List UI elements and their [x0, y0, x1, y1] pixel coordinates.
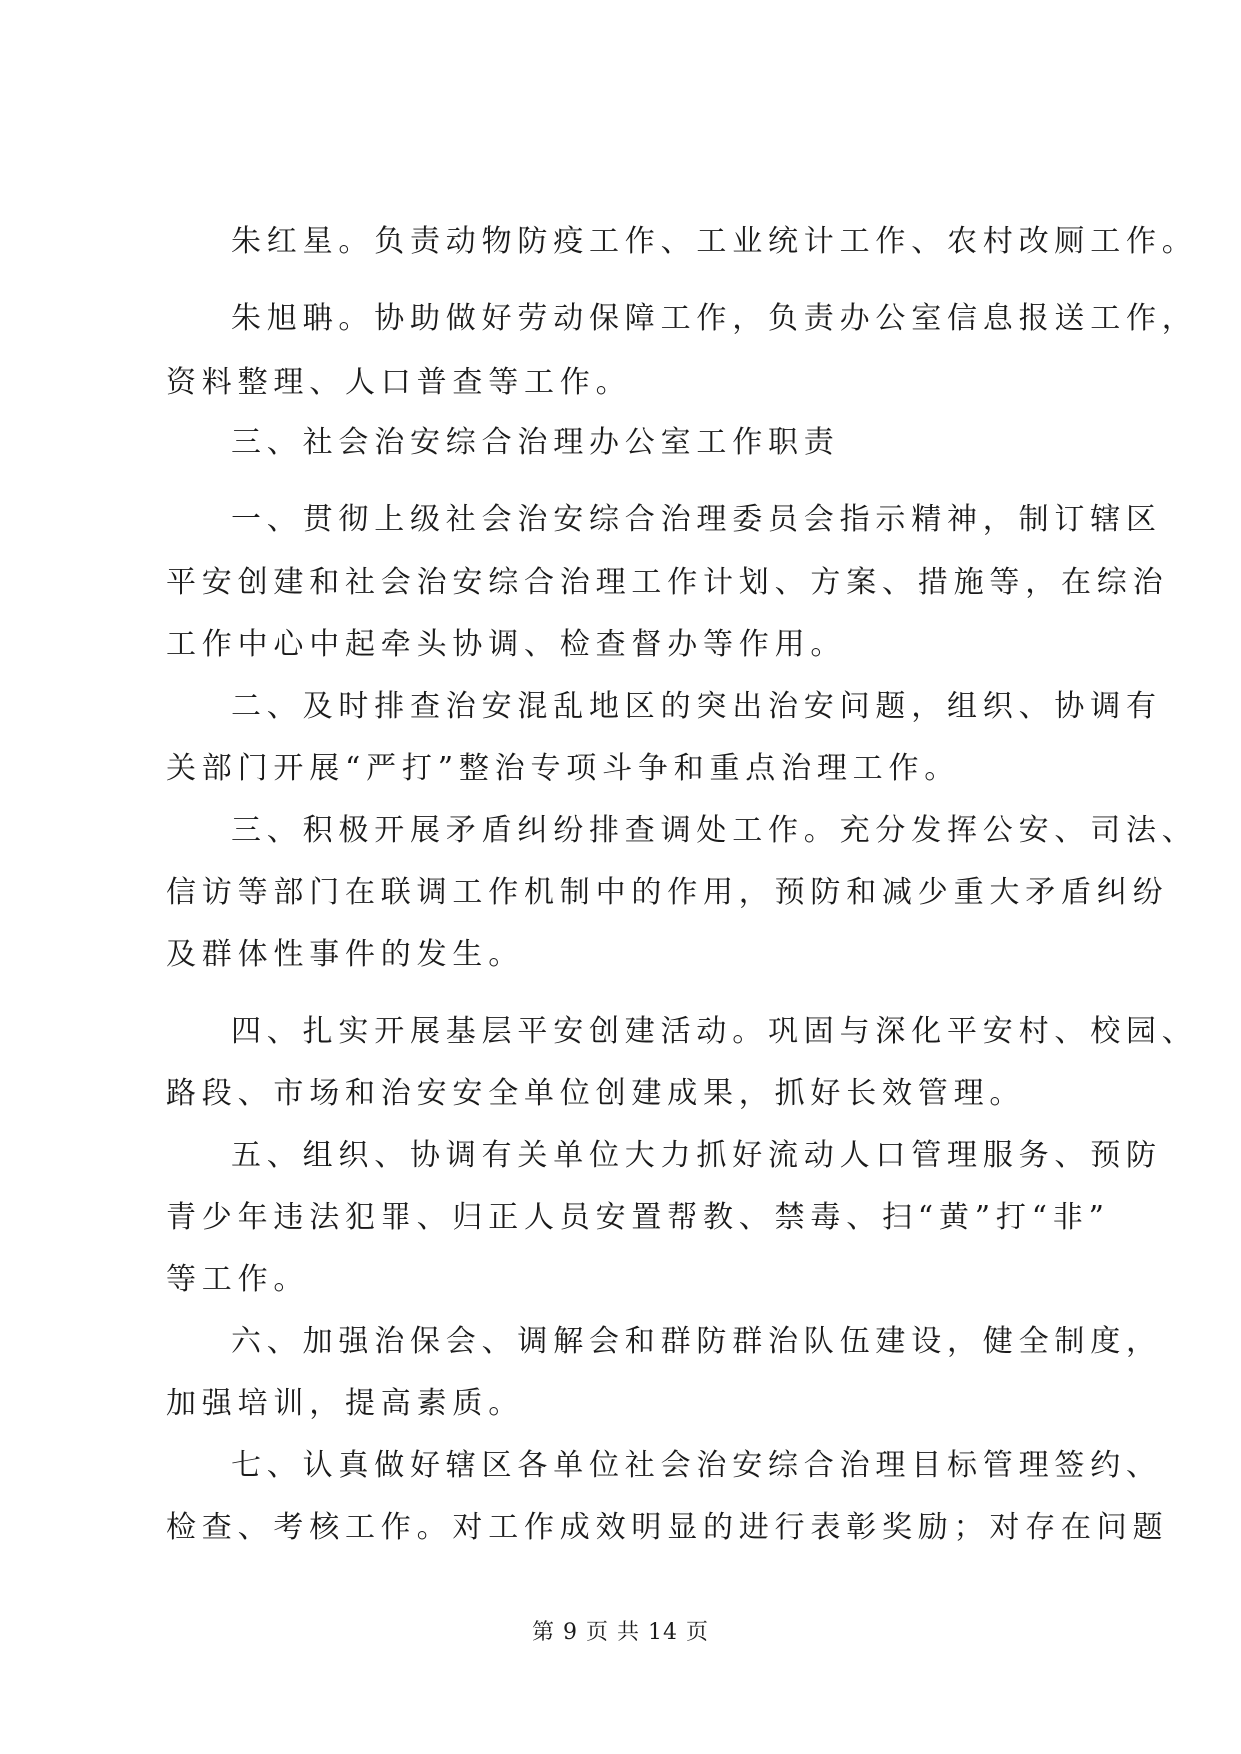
- body-line: 工作中心中起牵头协调、检查督办等作用。: [166, 627, 847, 662]
- body-line: 青少年违法犯罪、归正人员安置帮教、禁毒、扫“黄”打“非”: [166, 1200, 1110, 1235]
- body-line: 等工作。: [166, 1262, 310, 1297]
- body-line: 五、组织、协调有关单位大力抓好流动人口管理服务、预防: [231, 1138, 1162, 1173]
- body-line: 路段、市场和治安安全单位创建成果，抓好长效管理。: [166, 1076, 1026, 1111]
- body-line: 一、贯彻上级社会治安综合治理委员会指示精神，制订辖区: [231, 502, 1162, 537]
- body-line: 六、加强治保会、调解会和群防群治队伍建设，健全制度，: [231, 1324, 1162, 1359]
- body-line: 检查、考核工作。对工作成效明显的进行表彰奖励；对存在问题: [166, 1510, 1169, 1545]
- section-heading: 三、社会治安综合治理办公室工作职责: [231, 425, 840, 460]
- body-line: 关部门开展“严打”整治专项斗争和重点治理工作。: [166, 751, 961, 786]
- body-line: 四、扎实开展基层平安创建活动。巩固与深化平安村、校园、: [231, 1014, 1198, 1049]
- body-line: 信访等部门在联调工作机制中的作用，预防和减少重大矛盾纠纷: [166, 875, 1169, 910]
- body-line: 平安创建和社会治安综合治理工作计划、方案、措施等，在综治: [166, 565, 1169, 600]
- body-line: 三、积极开展矛盾纠纷排查调处工作。充分发挥公安、司法、: [231, 813, 1198, 848]
- body-line: 二、及时排查治安混乱地区的突出治安问题，组织、协调有: [231, 689, 1162, 724]
- body-line: 朱旭聃。协助做好劳动保障工作，负责办公室信息报送工作，: [231, 301, 1198, 336]
- page-footer: 第 9 页 共 14 页: [532, 1620, 709, 1645]
- body-line: 资料整理、人口普查等工作。: [166, 365, 632, 400]
- body-line: 及群体性事件的发生。: [166, 937, 524, 972]
- body-line: 朱红星。负责动物防疫工作、工业统计工作、农村改厕工作。: [231, 224, 1198, 259]
- body-line: 七、认真做好辖区各单位社会治安综合治理目标管理签约、: [231, 1448, 1162, 1483]
- body-line: 加强培训，提高素质。: [166, 1386, 524, 1421]
